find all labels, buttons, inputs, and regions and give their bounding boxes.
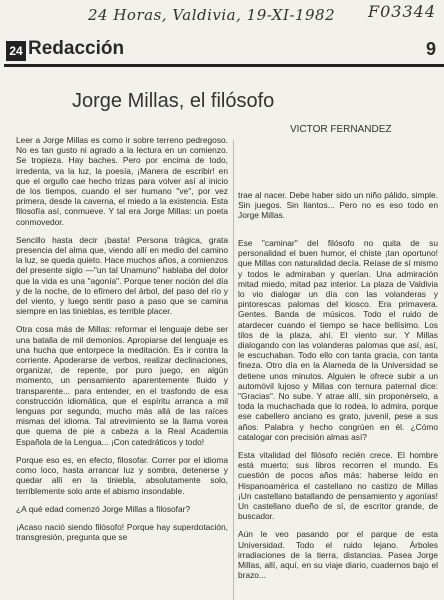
left-column [16,135,228,550]
handwritten-annotation: 24 Horas, Valdivia, 19-XI-1982 [88,6,336,24]
page-number: 9 [425,39,436,59]
article-author: VICTOR FERNANDEZ [290,124,392,135]
paragraph: Esta vitalidad del filósofo recién crece. El hombre está muerto; sus libros recorren el mundo. Es cuestión de pocos años más: haberse leído en Hispanoamérica el castellano no castizo de Millas ¡Un castellano batallando de pensamiento y agonías! Un castellano dueño de sí, de escritor grande, de buscador. [238,450,438,522]
column-divider [233,140,234,600]
right-column-top [238,190,438,229]
right-column [238,238,438,589]
newspaper-logo: 24 [6,41,26,61]
paragraph: ¡Acaso nació siendo filósofo! Porque hay superdotación, transgresión, pregunta que se [16,521,228,543]
paragraph: Otra cosa más de Millas: reformar el lenguaje debe ser una batalla de mil demonios. Apropiarse del lenguaje es una hucha que entorpece la meditación. Es ir contra la corriente. Apoderarse de verbos, realizar declinaciones, organizar, de repente, por puro juego, en algún momento, un pensamiento aparentemente fluido y transparente... para entender, en el trasfondo de esa construcción idiomática, que el espíritu arranca a mil lenguas por segundo, mucho más allá de las raíces mismas del idioma. Tal atrevimiento se la llama vorea que quema de pie a cabeza a la Real Academia Española de la Lengua... ¡Con catedráticos y todo! [16,324,228,447]
section-title: Redacción [28,38,125,59]
paragraph: Aún le veo pasando por el parque de esta Universidad. Todo el ruido lejano. Árboles irradiaciones de la tierra, distancias. Pasea Jorge Millas, allí, aquí, en su viaje diario, cuadernos bajo el brazo... [238,529,438,581]
paragraph: Sencillo hasta decir ¡basta! Persona trágica, grata presencia del alma que, viendo allí en medio del camino la luz, se queda quieto. Hace muchos años, a comienzos del presente siglo —"un tal Unamuno" hablaba del dolor que la vida es una "agonía". Porque tener noción del día y de la noche, de lo efímero del árbol, del paso del río y del viento, y luego sentir paso a paso que se camina siempre en las tinieblas, es terrible placer. [16,234,228,317]
archive-stamp: F03344 [368,2,436,21]
paragraph: Ese "caminar" del filósofo no quita de su personalidad el buen humor, el chiste ¡tan oportuno! que Millas con naturalidad decía. Reíase de sí mismo y todos le admiraban y querían. Una admiración mitad miedo, mitad paz interior. La plaza de Valdivia lo vio dialogar un día con las volanderas y pintorescas palomas del kiosco. Era primavera. Gentes. Banda de músicos. Todo el ruido de atardecer cuando el tiempo se hace bellísimo. Los tilos de la plaza, ahí. El viento sur. Y Millas dialogando con las volanderas palomas que así, así, le escuchaban. Todo ello con tanta gracia, con tanta fineza. Otro día en la Alameda de la Universidad se detiene unos minutos. Alguien le ofrece subir a un automóvil lujoso y Millas con ternura paternal dice: "Gracias". No sube. Y atrae allí, sin proponérselo, a toda la muchachada que lo rodea, lo admira, porque ese cabellero anciano es grato, juvenil, pese a sus años. Palabra y hecho congrúen en él. ¿Cómo catalogar con precisión almas así? [238,238,438,442]
masthead [4,40,444,67]
paragraph: trae al nacer. Debe haber sido un niño pálido, simple. Sin juegos. Sin llantos... Pero no es eso todo en Jorge Millas. [238,190,438,221]
paragraph: Leer a Jorge Millas es como ir sobre terreno pedregoso. No es tan gusto ni agrado a la lectura en un comienzo. Se tropieza. Hay baches. Pero por encima de todo, irredenta, va la luz, la poesía, ¡Manera de escribir! en que el orgullo cae hecho trizas para volver así al inicio de los tiempos, cuando el ser humano "ve", por vez primera, desde la caverna, el miedo a la existencia. Esta filosofía así, conmueve. Y tal era Jorge Millas: un poeta conmovedor. [16,135,228,227]
paragraph: ¿A qué edad comenzó Jorge Millas a filosofar? [16,503,191,514]
paragraph: Porque eso es, en efecto, filosofar. Correr por el idioma como loco, hasta arrancar luz y sombra, detenerse y quedar allí en la tiniebla, absolutamente solo, terriblemente solo ante el abismo insondable. [16,454,228,496]
article-title: Jorge Millas, el filósofo [72,90,275,112]
